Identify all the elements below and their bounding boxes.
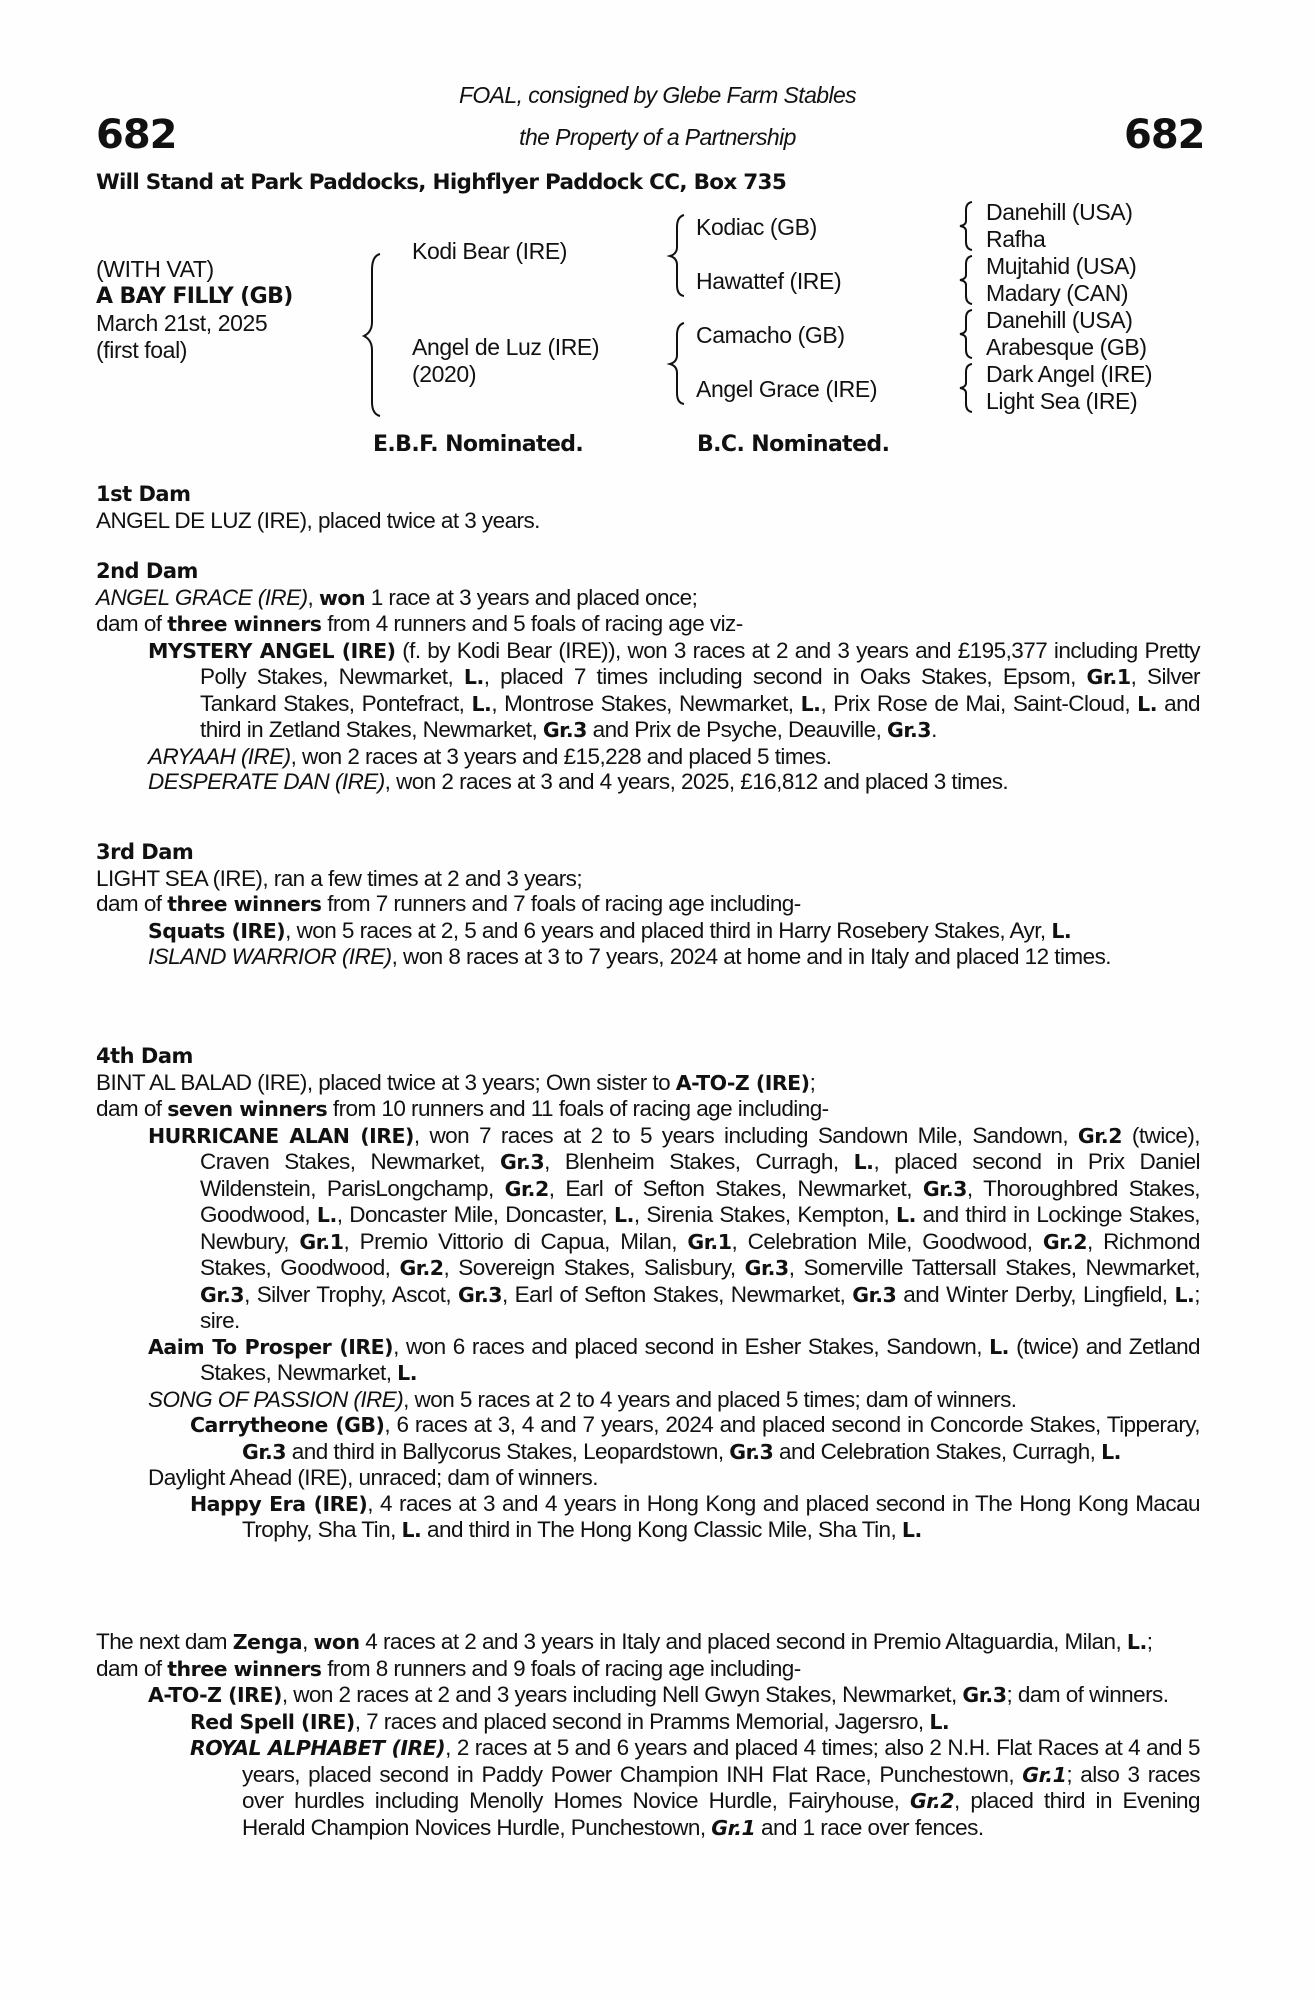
pedigree-brace-dam [666,320,690,406]
bold-run: won [318,585,366,610]
pedigree-entry [96,891,1200,918]
text-run: from 4 runners and 5 foals of racing age viz- [321,611,743,636]
text-run: from 8 runners and 9 foals of racing age including- [321,1655,801,1681]
section-heading: 2nd Dam [96,559,198,583]
bold-run: Gr.1 [299,1229,344,1254]
dam-section-4 [96,1044,1200,1544]
ancestor: Arabesque (GB) [986,334,1147,360]
bold-run: Gr.2 [1077,1123,1122,1148]
text-run: BINT AL BALAD (IRE), placed twice at 3 years; Own sister to [96,1069,676,1095]
bold-run: Gr.3 [242,1439,287,1464]
pedigree-entry [96,1465,1200,1491]
bold-run: L. [800,691,821,716]
text-run: and Prix de Psyche, Deauville, [586,717,887,742]
bold-run: L. [614,1203,634,1227]
bold-run: L. [397,1361,417,1385]
bold-run: L. [463,665,484,689]
text-run: , placed second in Prix Daniel Wildenstein, ParisLongchamp, [200,1149,1200,1201]
text-run: dam of [96,611,168,636]
sire-name: Kodi Bear (IRE) [412,238,568,264]
text-run: dam of [96,1655,168,1681]
text-run: , 2 races at 5 and 6 years and placed 4 times; also 2 N.H. Flat Races at 4 and 5 years, placed second in Paddy Power Champion INH Flat Race, Punchestown, [242,1735,1200,1787]
pedigree-entry [96,918,1200,945]
bold-run: A-TO-Z (IRE) [675,1070,810,1095]
text-run: (twice), Craven Stakes, Newmarket, [200,1122,1200,1174]
text-run: LIGHT SEA (IRE), ran a few times at 2 and 3 years; [96,865,583,891]
g3-ancestors [986,199,1152,415]
bold-run: Carrytheone (GB) [190,1413,385,1437]
italic-run: ANGEL GRACE (IRE) [96,584,308,610]
text-run: (f. by Kodi Bear (IRE)), won 3 races at 2 and 3 years and £195,377 including Pretty Polly Stakes, Newmarket, [200,637,1200,689]
ancestor: Dark Angel (IRE) [986,361,1153,387]
pedigree-entry [96,1709,1200,1736]
text-run: , Silver Trophy, Ascot, [244,1281,458,1307]
text-run: dam of [96,891,168,916]
pedigree-entry [96,1412,1200,1465]
bold-run: Squats (IRE) [148,918,286,943]
text-run: Daylight Ahead (IRE), unraced; dam of winners. [148,1465,598,1490]
bold-run: L. [896,1203,916,1227]
bold-run: Aaim To Prosper (IRE) [148,1334,394,1359]
pedigree-entry [96,744,1200,770]
bold-run: Gr.3 [542,718,587,742]
bc-nominated: B.C. Nominated. [697,432,890,457]
text-run: , won 7 races at 2 to 5 years including Sandown Mile, Sandown, [413,1122,1078,1148]
text-run: , Thoroughbred Stakes, Goodwood, [200,1175,1200,1227]
bold-run: three winners [167,1656,322,1681]
bold-run: L. [1126,1630,1147,1654]
bold-run: HURRICANE ALAN (IRE) [148,1123,414,1148]
text-run: , won 2 races at 3 years and £15,228 and placed 5 times. [290,743,832,769]
bold-run: L. [1051,918,1072,943]
lot-number-left: 682 [96,112,177,158]
lot-number-right: 682 [1124,112,1205,158]
text-run: , Prix Rose de Mai, Saint-Cloud, [820,690,1138,716]
horse-info [96,256,293,364]
pedigree-entry [96,1070,1200,1097]
text-run: , placed 7 times including second in Oaks Stakes, Epsom, [483,664,1087,689]
text-run: ; dam of winners. [1006,1682,1169,1707]
bold-run: A-TO-Z (IRE) [148,1683,282,1707]
text-run: , Montrose Stakes, Newmarket, [491,690,801,716]
text-run: dam of [96,1096,168,1121]
text-run: , Celebration Mile, Goodwood, [731,1228,1043,1254]
bold-run: Gr.2 [1042,1229,1087,1254]
bold-run: Happy Era (IRE) [190,1491,368,1516]
text-run: , won 5 races at 2 to 4 years and placed 5 times; dam of winners. [403,1386,1017,1412]
foal-note: (first foal) [96,337,188,363]
bold-run: Gr.1 [1086,665,1131,689]
bold-run: Gr.3 [887,718,932,742]
bold-run: L. [1174,1282,1195,1307]
sire-sire: Kodiac (GB) [696,214,817,240]
bold-run: Gr.2 [909,1789,955,1813]
text-run: 4 races at 2 and 3 years in Italy and placed second in Premio Altaguardia, Milan, [359,1629,1127,1654]
stand-location: Will Stand at Park Paddocks, Highflyer Paddock CC, Box 735 [96,170,787,195]
bold-run: Gr.3 [744,1256,789,1280]
text-run: , won 2 races at 2 and 3 years including Nell Gwyn Stakes, Newmarket, [281,1682,963,1707]
section-heading: 4th Dam [96,1044,193,1068]
text-run: , Silver Tankard Stakes, Pontefract, [200,664,1200,716]
pedigree-entry [96,1656,1200,1683]
pedigree-entry [96,1682,1200,1709]
bold-run: Gr.1 [687,1229,732,1254]
bold-run: Gr.3 [922,1176,967,1201]
bold-run: Gr.2 [504,1176,549,1201]
pedigree-entry [96,1387,1200,1413]
text-run: (twice) and Zetland Stakes, Newmarket, [200,1333,1200,1385]
pedigree-brace-gen1 [360,250,390,420]
bold-run: MYSTERY ANGEL (IRE) [148,638,396,663]
text-run: , [302,1629,314,1654]
text-run: , Sirenia Stakes, Kempton, [633,1202,897,1227]
text-run: The next dam [96,1629,233,1654]
text-run: , Earl of Sefton Stakes, Newmarket, [502,1281,853,1307]
pedigree-brace-sire [666,212,690,298]
text-run: , Doncaster Mile, Doncaster, [336,1202,615,1227]
bold-run: Gr.3 [500,1150,545,1174]
ebf-nominated: E.B.F. Nominated. [373,432,584,457]
ancestor: Danehill (USA) [986,199,1133,225]
dam-section-1 [96,482,1200,533]
bold-run: L. [316,1203,337,1227]
text-run: , 6 races at 3, 4 and 7 years, 2024 and placed second in Concorde Stakes, Tipperary, [384,1412,1200,1437]
italic-run: DESPERATE DAN (IRE) [148,769,385,794]
ancestor: Light Sea (IRE) [986,388,1138,414]
text-run: , won 5 races at 2, 5 and 6 years and placed third in Harry Rosebery Stakes, Ayr, [285,917,1052,943]
ancestor: Danehill (USA) [986,307,1133,333]
pedigree-entry [96,638,1200,744]
text-run: and Winter Derby, Lingfield, [896,1281,1175,1307]
text-run: , Somerville Tattersall Stakes, Newmarket, [788,1255,1200,1280]
bold-run: L. [901,1518,922,1542]
text-run: , Premio Vittorio di Capua, Milan, [343,1228,688,1254]
dam-sire: Camacho (GB) [696,322,845,348]
text-run: ; also 3 races over hurdles including Menolly Homes Novice Hurdle, Fairyhouse, [242,1761,1200,1813]
bold-run: won [313,1630,360,1654]
vat-note: (WITH VAT) [96,256,214,282]
italic-run: ARYAAH (IRE) [148,743,291,769]
italic-run: ISLAND WARRIOR (IRE) [148,944,392,969]
text-run: and third in Ballycorus Stakes, Leopardstown, [286,1438,730,1464]
text-run: , 7 races and placed second in Pramms Memorial, Jagersro, [354,1708,930,1734]
text-run: and Celebration Stakes, Curragh, [773,1438,1102,1464]
pedigree-entry [96,1629,1200,1656]
text-run: ; [809,1069,816,1095]
bold-run: Gr.1 [1022,1762,1067,1787]
text-run: , Blenheim Stakes, Curragh, [544,1149,854,1174]
text-run: . [931,717,937,742]
dam-year: (2020) [412,361,477,387]
text-run: and third in Zetland Stakes, Newmarket, [200,690,1201,742]
text-run: ; [1146,1629,1153,1654]
bold-run: Gr.1 [711,1815,756,1840]
bold-run: L. [989,1334,1009,1359]
text-run: , Earl of Sefton Stakes, Newmarket, [548,1175,923,1201]
bold-run: Red Spell (IRE) [190,1709,355,1734]
ancestor: Mujtahid (USA) [986,253,1137,279]
text-run: 1 race at 3 years and placed once; [365,584,698,610]
bold-run: three winners [167,612,322,636]
dam-section-3 [96,840,1200,970]
pedigree-entry [96,769,1200,795]
bold-run: Zenga [232,1630,303,1654]
bold-run: L. [1101,1439,1121,1464]
dam-dam: Angel Grace (IRE) [696,376,878,402]
pedigree-brace-g3-2 [956,253,978,307]
foaling-date: March 21st, 2025 [96,310,268,336]
pedigree-brace-g3-1 [956,199,978,253]
text-run: ANGEL DE LUZ (IRE), placed twice at 3 years. [96,507,540,533]
pedigree-brace-g3-3 [956,307,978,361]
text-run: and third in The Hong Kong Classic Mile, Sha Tin, [421,1517,902,1542]
pedigree-entry [96,611,1200,638]
bold-run: L. [401,1518,422,1542]
horse-name: A BAY FILLY (GB) [96,284,293,309]
ancestor: Madary (CAN) [986,280,1129,306]
pedigree-entry [96,585,1200,612]
pedigree-entry [96,944,1200,970]
bold-run: Gr.3 [200,1282,245,1307]
pedigree-entry [96,1096,1200,1123]
text-run: , Richmond Stakes, Goodwood, [200,1228,1201,1280]
bold-run: Gr.3 [457,1282,503,1307]
ancestor: Rafha [986,226,1046,252]
sire-dam: Hawattef (IRE) [696,268,842,294]
text-run: , Sovereign Stakes, Salisbury, [443,1255,745,1280]
bold-run: three winners [167,892,322,916]
bold-run: seven winners [167,1097,328,1121]
text-run: , [307,584,319,610]
section-heading: 3rd Dam [96,840,194,864]
bold-run: ROYAL ALPHABET (IRE) [190,1736,446,1760]
text-run: from 7 runners and 7 foals of racing age including- [321,891,801,916]
bold-run: L. [1137,691,1158,716]
bold-run: L. [929,1709,950,1734]
text-run: , placed third in Evening Herald Champion Novices Hurdle, Punchestown, [242,1788,1200,1840]
bold-run: Gr.3 [962,1683,1007,1707]
text-run: from 10 runners and 11 foals of racing age including- [327,1096,829,1121]
pedigree-entry [96,1123,1200,1334]
owner-line: the Property of a Partnership [519,124,796,150]
text-run: , 4 races at 3 and 4 years in Hong Kong and placed second in The Hong Kong Macau Trophy, Sha Tin, [242,1490,1201,1542]
bold-run: Gr.2 [399,1256,444,1280]
bold-run: L. [471,691,492,716]
pedigree-entry [96,1735,1200,1841]
text-run: , won 8 races at 3 to 7 years, 2024 at home and in Italy and placed 12 times. [391,944,1111,969]
bold-run: L. [853,1150,874,1174]
dam-section-2 [96,559,1200,795]
pedigree-entry [96,508,1200,534]
pedigree-entry [96,866,1200,892]
section-heading: 1st Dam [96,482,191,506]
pedigree-entry [96,1334,1200,1387]
bold-run: Gr.3 [852,1282,897,1307]
text-run: ; sire. [200,1281,1200,1333]
text-run: and 1 race over fences. [755,1814,984,1840]
pedigree-brace-g3-4 [956,361,978,415]
next-dam-section [96,1629,1200,1841]
text-run: , won 2 races at 3 and 4 years, 2025, £16,812 and placed 3 times. [384,769,1009,794]
text-run: and third in Lockinge Stakes, Newbury, [200,1202,1200,1254]
text-run: , won 6 races and placed second in Esher Stakes, Sandown, [393,1333,990,1359]
bold-run: Gr.3 [729,1439,774,1464]
dam-name: Angel de Luz (IRE) [412,334,600,360]
pedigree-entry [96,1491,1200,1544]
italic-run: SONG OF PASSION (IRE) [148,1386,404,1412]
consignor-line: FOAL, consigned by Glebe Farm Stables [458,82,857,108]
